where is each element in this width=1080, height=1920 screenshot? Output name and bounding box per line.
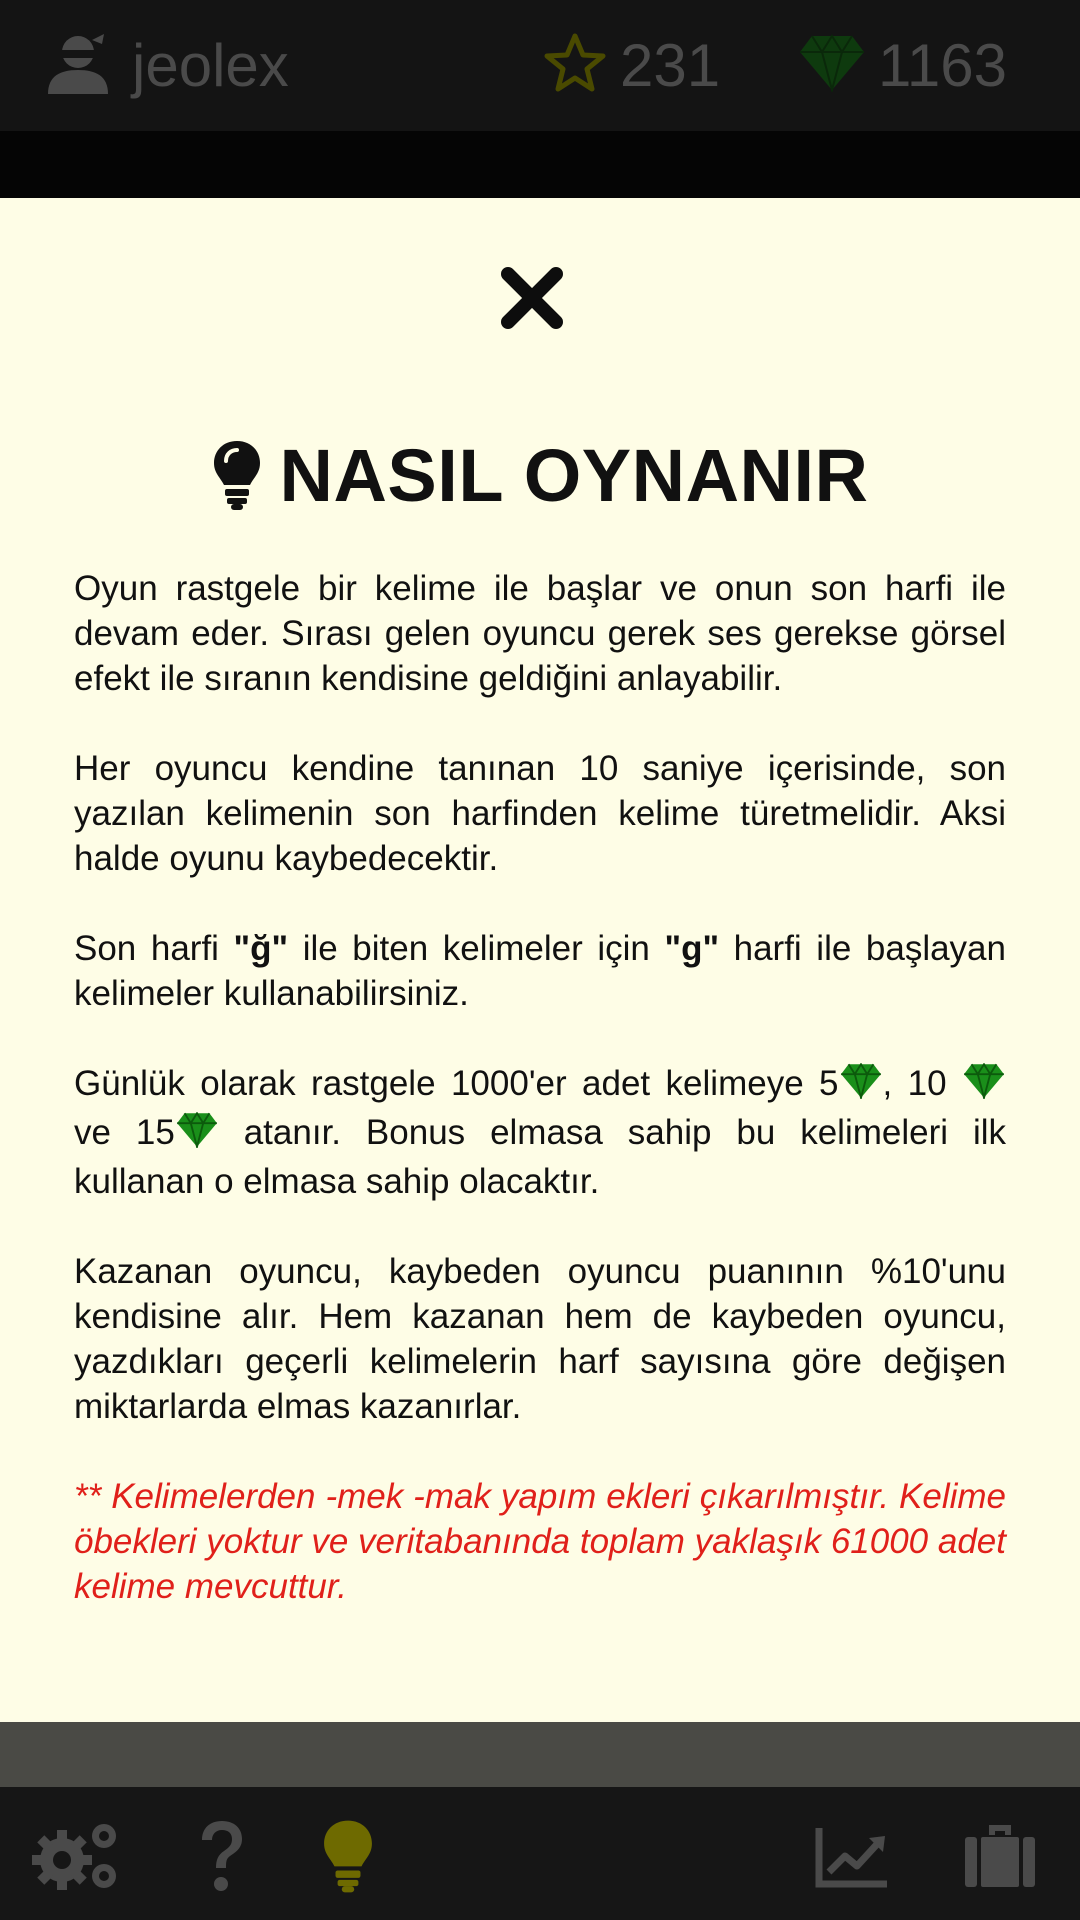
modal-title <box>0 430 1080 520</box>
question-icon <box>196 1818 248 1894</box>
top-bar <box>0 0 1080 131</box>
bottom-nav <box>0 1787 1080 1920</box>
stars-counter <box>544 30 720 100</box>
paragraph-time-limit: Her oyuncu kendine tanınan 10 saniye içerisinde, son yazılan kelimenin son harfinden kelime türetmelidir. Aksi halde oyunu kaybedecektir. <box>74 749 1006 878</box>
stars-count: 231 <box>620 31 721 99</box>
settings-button[interactable] <box>28 1816 124 1896</box>
lightbulb-icon <box>212 439 262 511</box>
paragraph-winner-rewards: Kazanan oyuncu, kaybeden oyuncu puanının %10'unu kendisine alır. Hem kazanan hem de kaybeden oyuncu, yazdıkları geçerli kelimelerin harf sayısına göre değişen miktarlarda elmas kazanırlar. <box>74 1252 1006 1426</box>
gems-counter <box>798 30 1007 100</box>
gem-icon <box>798 34 866 97</box>
letter-g: "g" <box>664 929 720 968</box>
close-button[interactable] <box>498 264 566 332</box>
gems-count: 1163 <box>878 31 1008 99</box>
how-to-play-tab[interactable] <box>320 1816 376 1896</box>
username-label: jeolex <box>132 31 289 99</box>
user-ninja-icon <box>48 32 108 99</box>
help-button[interactable] <box>192 1816 252 1896</box>
title-text: NASIL OYNANIR <box>279 433 869 517</box>
paragraph-rules-start: Oyun rastgele bir kelime ile başlar ve onun son harfi ile devam eder. Sırası gelen oyuncu gerek ses gerekse görsel efekt ile sıranın kendisine geldiğini anlayabilir. <box>74 569 1006 698</box>
statistics-button[interactable] <box>814 1816 890 1896</box>
gem-icon <box>839 1063 883 1110</box>
header-divider <box>0 131 1080 198</box>
gem-icon <box>962 1063 1006 1110</box>
suitcase-icon <box>963 1823 1037 1889</box>
letter-soft-g: "ğ" <box>233 929 289 968</box>
paragraph-bonus-gems: Günlük olarak rastgele 1000'er adet kelimeye 5 , 10 ve 15 atanır. Bonus elmasa sahip bu kelimeleri ilk kullanan o elmasa sahip olacaktır. <box>74 1064 1006 1201</box>
star-outline-icon <box>544 33 606 98</box>
paragraph-soft-g: Son harfi "ğ" ile biten kelimeler için "g" harfi ile başlayan kelimeler kullanabilirsiniz. <box>74 929 1006 1013</box>
user-profile[interactable] <box>48 30 289 100</box>
close-icon <box>498 264 566 332</box>
database-note: ** Kelimelerden -mek -mak yapım ekleri çıkarılmıştır. Kelime öbekleri yoktur ve veritabanında toplam yaklaşık 61000 adet kelime mevcuttur. <box>74 1477 1006 1606</box>
lightbulb-icon <box>322 1818 374 1894</box>
overlay-band <box>0 1722 1080 1787</box>
instructions-content <box>74 566 1006 1609</box>
inventory-button[interactable] <box>962 1816 1038 1896</box>
gears-icon <box>28 1818 124 1894</box>
gem-icon <box>175 1112 219 1159</box>
chart-line-icon <box>815 1824 889 1888</box>
